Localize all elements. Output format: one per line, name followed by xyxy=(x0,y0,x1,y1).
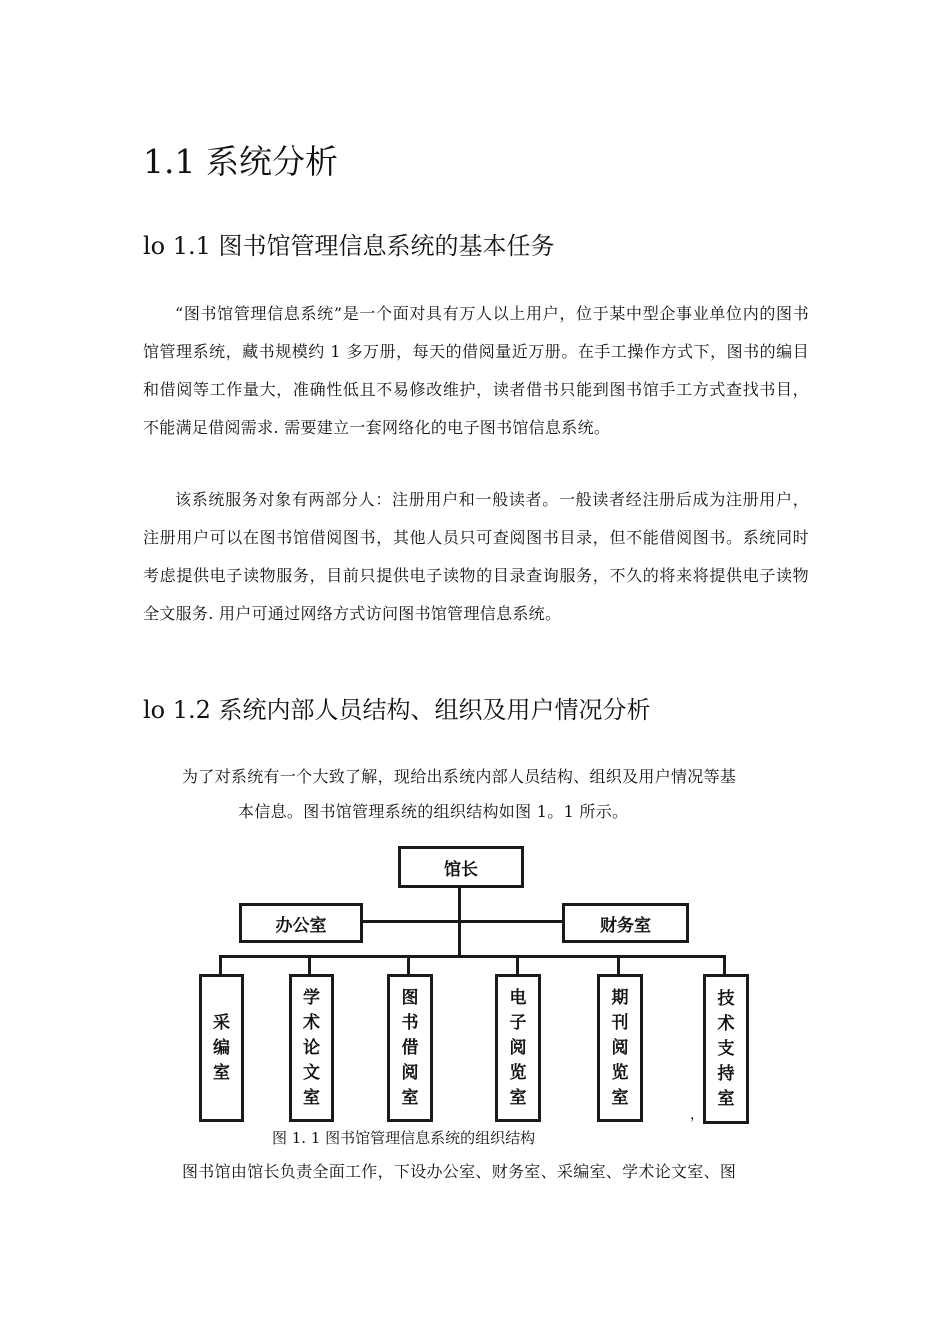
department-bus-line xyxy=(219,955,725,958)
closing-line: 图书馆由馆长负责全面工作，下设办公室、财务室、采编室、学术论文室、图 xyxy=(182,1162,737,1181)
intro-line-1: 为了对系统有一个大致了解，现给出系统内部人员结构、组织及用户情况等基 xyxy=(182,767,737,786)
vertical-char: 阅 xyxy=(401,1062,419,1083)
paragraph-1: “图书馆管理信息系统”是一个面对具有万人以上用户，位于某中型企事业单位内的图书馆管理系统，藏书规模约 1 多万册，每天的借阅量近万册。在手工操作方式下，图书的编目和借阅等工作量大，准确性低且不易修改维护，读者借书只能到图书馆手工方式查找书目，不能满足借阅需求. 需要建立一套网络化的电子图书馆信息系统。 xyxy=(143,304,809,437)
vertical-char: 技 xyxy=(717,988,735,1009)
intro-line-2: 本信息。图书馆管理系统的组织结构如图 1。1 所示。 xyxy=(238,802,629,821)
subsection-title-1: lo 1.1 图书馆管理信息系统的基本任务 xyxy=(143,232,555,260)
vertical-char: 论 xyxy=(303,1037,320,1058)
vertical-char: 文 xyxy=(303,1062,320,1083)
department-box-cataloging xyxy=(199,974,244,1122)
org-chart xyxy=(185,838,765,1133)
vertical-char: 室 xyxy=(303,1087,320,1108)
figure-caption: 图 1. 1 图书馆管理信息系统的组织结构 xyxy=(272,1129,536,1147)
vertical-char: 图 xyxy=(401,987,419,1008)
vertical-char: 阅 xyxy=(611,1037,629,1058)
paragraph-2: 该系统服务对象有两部分人：注册用户和一般读者。一般读者经注册后成为注册用户，注册用户可以在图书馆借阅图书，其他人员只可查阅图书目录，但不能借阅图书。系统同时考虑提供电子读物服务，目前只提供电子读物的目录查询服务，不久的将来将提供电子读物全文服务. 用户可通过网络方式访问图书馆管理信息系统。 xyxy=(143,490,809,623)
vertical-char: 子 xyxy=(509,1012,527,1033)
vertical-char: 术 xyxy=(717,1013,735,1034)
finance-box: 财务室 xyxy=(562,903,689,943)
department-drop-line xyxy=(308,955,311,975)
vertical-char: 术 xyxy=(303,1012,320,1033)
department-drop-line xyxy=(516,955,519,975)
vertical-char: 室 xyxy=(611,1087,629,1108)
staff-connector-line xyxy=(333,920,591,923)
vertical-char: 采 xyxy=(213,1012,230,1033)
department-drop-line xyxy=(219,955,222,975)
vertical-char: 室 xyxy=(509,1087,527,1108)
department-box-e-reading xyxy=(495,974,541,1122)
section-title: 1.1 系统分析 xyxy=(143,142,338,181)
vertical-char: 持 xyxy=(717,1063,735,1084)
department-box-tech-support xyxy=(703,974,749,1124)
vertical-char: 编 xyxy=(213,1037,230,1058)
vertical-char: 支 xyxy=(717,1038,735,1059)
vertical-char: 览 xyxy=(611,1062,629,1083)
vertical-char: 期 xyxy=(611,987,629,1008)
vertical-char: 阅 xyxy=(509,1037,527,1058)
subsection-title-2: lo 1.2 系统内部人员结构、组织及用户情况分析 xyxy=(143,696,651,724)
vertical-char: 书 xyxy=(401,1012,419,1033)
department-drop-line xyxy=(407,955,410,975)
department-box-book-lending xyxy=(387,974,433,1122)
office-box: 办公室 xyxy=(239,903,363,943)
stray-mark: ， xyxy=(690,1107,704,1123)
department-drop-line xyxy=(617,955,620,975)
vertical-char: 学 xyxy=(303,987,320,1008)
vertical-char: 刊 xyxy=(611,1012,629,1033)
department-box-academic-papers xyxy=(289,974,334,1122)
vertical-char: 电 xyxy=(509,987,527,1008)
department-box-periodicals xyxy=(597,974,643,1122)
vertical-char: 室 xyxy=(717,1088,735,1109)
vertical-char: 览 xyxy=(509,1062,527,1083)
vertical-char: 室 xyxy=(213,1062,230,1083)
department-drop-line xyxy=(723,955,726,975)
vertical-char: 室 xyxy=(401,1087,419,1108)
vertical-char: 借 xyxy=(401,1037,419,1058)
director-box: 馆长 xyxy=(398,846,524,888)
